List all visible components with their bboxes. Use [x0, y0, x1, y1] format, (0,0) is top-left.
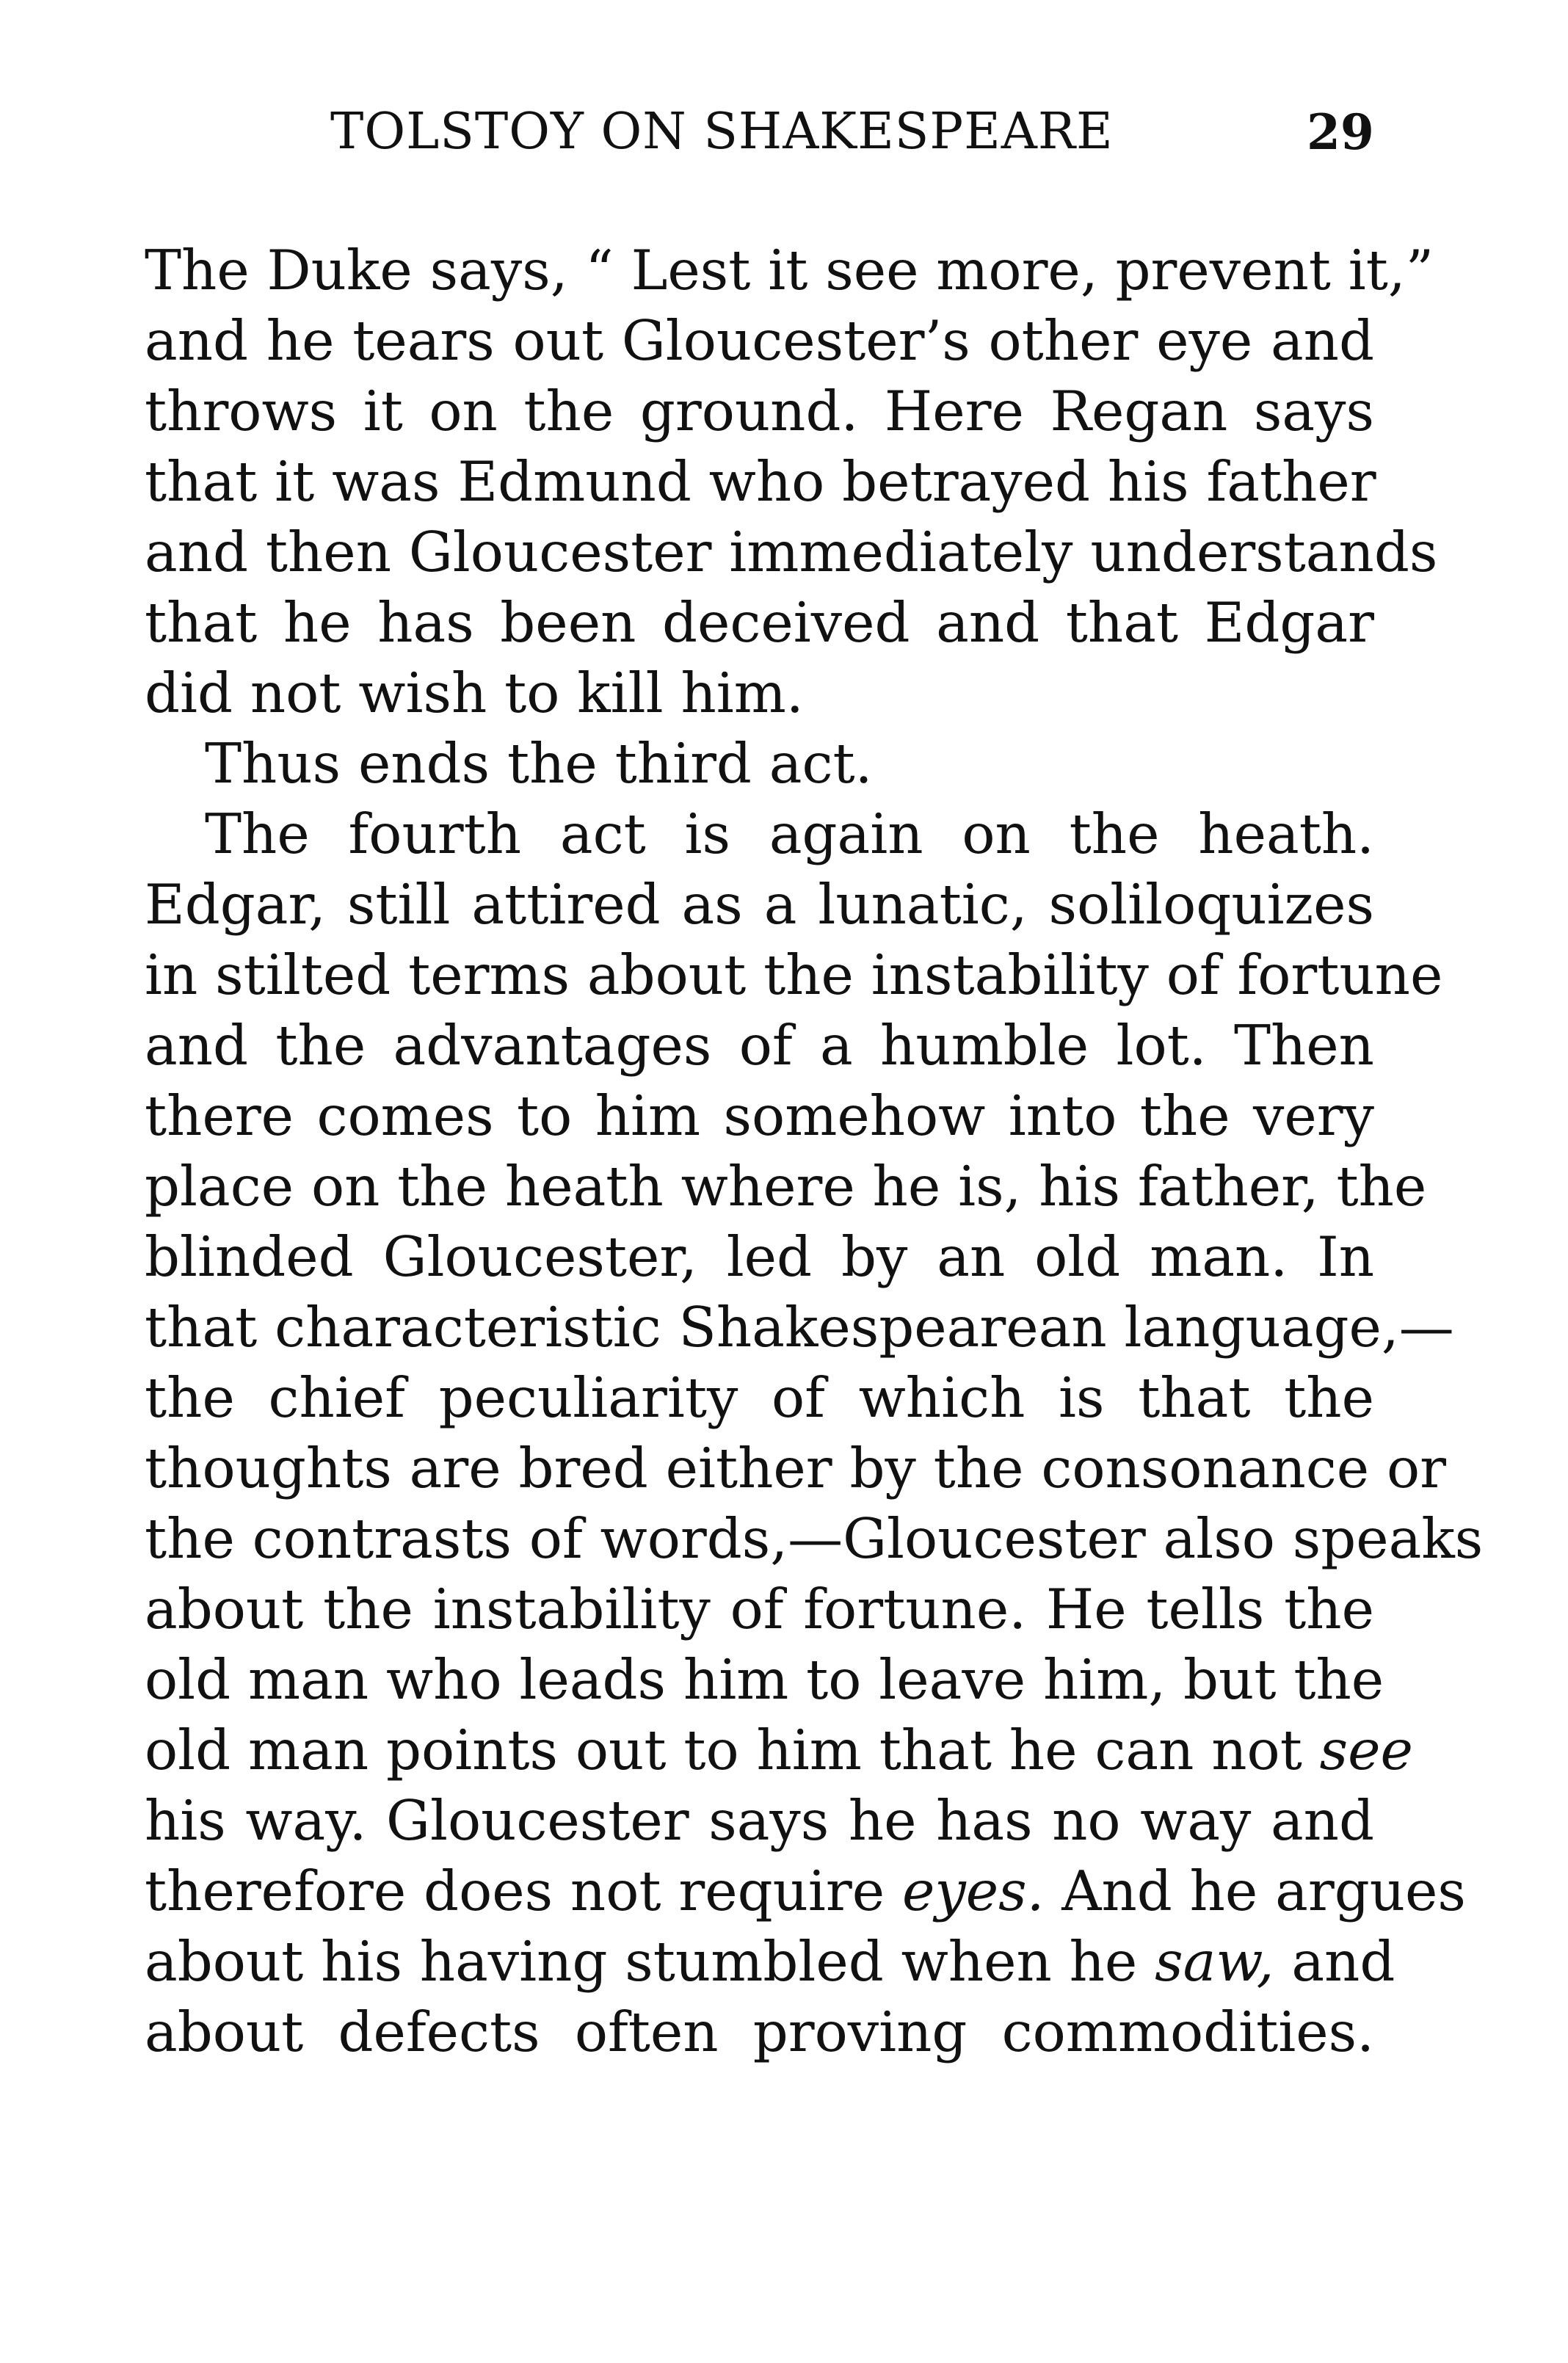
- text-line: that he has been deceived and that Edgar: [145, 590, 1374, 655]
- text-line: therefore does not require eyes. And he argues: [145, 1859, 1466, 1923]
- italic-eyes: eyes.: [901, 1859, 1045, 1923]
- text-line: about defects often proving commodities.: [145, 2000, 1374, 2064]
- running-title: TOLSTOY ON SHAKESPEARE: [330, 103, 1114, 161]
- italic-saw: saw,: [1155, 1929, 1274, 1994]
- text-line: Thus ends the third act.: [205, 731, 873, 796]
- text-line: and the advantages of a humble lot. Then: [145, 1013, 1374, 1078]
- text-line: old man points out to him that he can not see: [145, 1718, 1413, 1782]
- paragraph-2: [145, 728, 1374, 799]
- text-line: his way. Gloucester says he has no way and: [145, 1788, 1374, 1853]
- text-line: place on the heath where he is, his father, the: [145, 1154, 1427, 1219]
- text-line: The Duke says, “ Lest it see more, prevent it,”: [145, 238, 1434, 302]
- text-line: The fourth act is again on the heath.: [205, 802, 1374, 866]
- paragraph-1: [145, 235, 1438, 728]
- text-line: that it was Edmund who betrayed his father: [145, 449, 1376, 514]
- text-line: blinded Gloucester, led by an old man. In: [145, 1224, 1374, 1289]
- text-line: there comes to him somehow into the very: [145, 1084, 1374, 1148]
- paragraph-3: [145, 799, 1484, 2067]
- text-line: about his having stumbled when he saw, and: [145, 1929, 1395, 1994]
- italic-see: see: [1319, 1718, 1413, 1782]
- body-text: [145, 235, 1484, 2067]
- text-line: did not wish to kill him.: [145, 661, 804, 725]
- text-line: the chief peculiarity of which is that the: [145, 1365, 1374, 1430]
- text-line: old man who leads him to leave him, but the: [145, 1647, 1384, 1712]
- text-line: in stilted terms about the instability of fortune: [145, 943, 1443, 1007]
- text-line: thoughts are bred either by the consonance or: [145, 1436, 1447, 1500]
- text-line: and he tears out Gloucester’s other eye and: [145, 308, 1374, 373]
- text-line: throws it on the ground. Here Regan says: [145, 379, 1374, 443]
- page-number: 29: [1307, 104, 1374, 161]
- text-line: Edgar, still attired as a lunatic, soliloquizes: [145, 872, 1374, 937]
- text-line: about the instability of fortune. He tells the: [145, 1577, 1374, 1641]
- text-line: that characteristic Shakespearean language,—: [145, 1295, 1454, 1360]
- text-line: and then Gloucester immediately understands: [145, 520, 1438, 584]
- running-head: [139, 95, 1402, 176]
- text-line: the contrasts of words,—Gloucester also speaks: [145, 1506, 1484, 1571]
